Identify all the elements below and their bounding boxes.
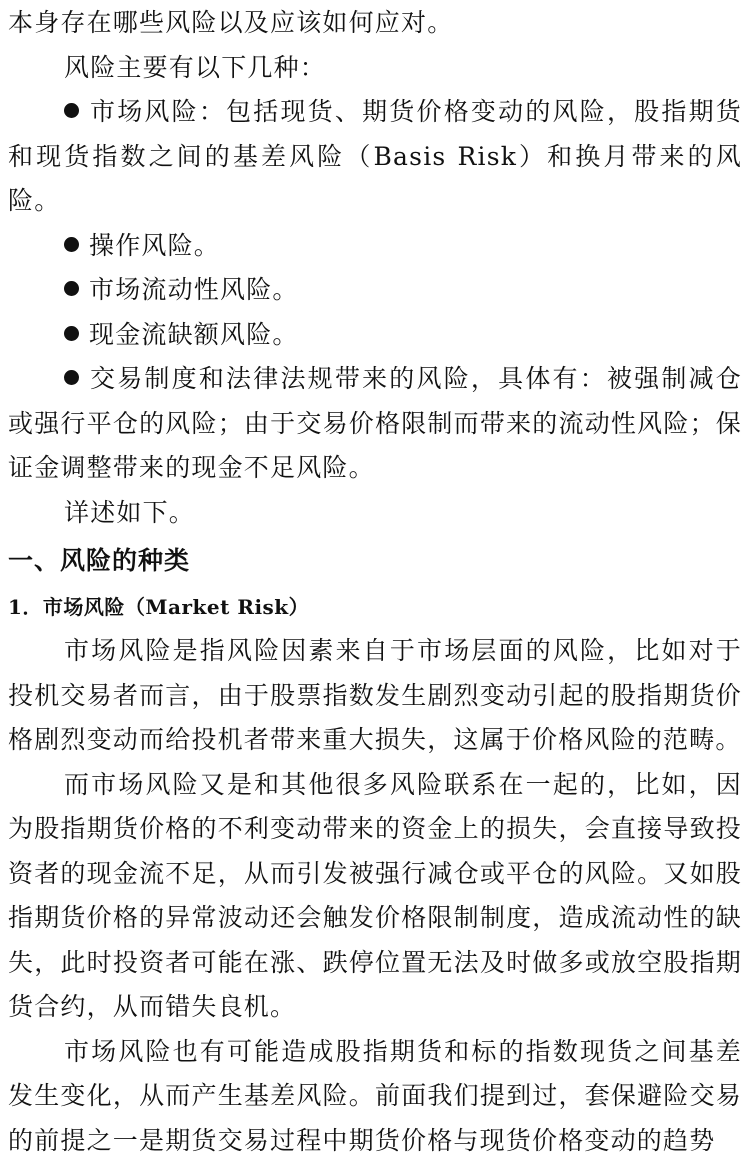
bullet-text: 市场流动性风险。 bbox=[89, 275, 299, 304]
bullet-item bbox=[8, 90, 742, 224]
subsection-heading: 1．市场风险（Market Risk） bbox=[8, 595, 310, 619]
paragraph: 本身存在哪些风险以及应该如何应对。 bbox=[8, 8, 454, 37]
bullet-dot-icon bbox=[64, 370, 79, 385]
section-heading: 一、风险的种类 bbox=[8, 546, 191, 575]
paragraph: 风险主要有以下几种： bbox=[64, 52, 327, 82]
bullet-dot-icon bbox=[64, 237, 79, 252]
bullet-dot-icon bbox=[64, 281, 79, 296]
bullet-item bbox=[8, 224, 742, 269]
document-page bbox=[0, 1, 750, 1164]
bullet-item bbox=[8, 268, 742, 313]
bullet-text: 交易制度和法律法规带来的风险，具体有：被强制减仓或强行平仓的风险；由于交易价格限制而带来的流动性风险；保证金调整带来的现金不足风险。 bbox=[8, 364, 742, 482]
bullet-dot-icon bbox=[64, 103, 79, 118]
bullet-item bbox=[8, 313, 742, 358]
bullet-text: 市场风险：包括现货、期货价格变动的风险，股指期货和现货指数之间的基差风险（Basis Risk）和换月带来的风险。 bbox=[8, 97, 742, 215]
bullet-dot-icon bbox=[64, 326, 79, 341]
paragraph: 市场风险也有可能造成股指期货和标的指数现货之间基差发生变化，从而产生基差风险。前面我们提到过，套保避险交易的前提之一是期货交易过程中期货价格与现货价格变动的趋势 bbox=[8, 1036, 742, 1155]
paragraph: 而市场风险又是和其他很多风险联系在一起的，比如，因为股指期货价格的不利变动带来的资金上的损失，会直接导致投资者的现金流不足，从而引发被强行减仓或平仓的风险。又如股指期货价格的异常波动还会触发价格限制制度，造成流动性的缺失，此时投资者可能在涨、跌停位置无法及时做多或放空股指期货合约，从而错失良机。 bbox=[8, 769, 742, 1021]
bullet-text: 操作风险。 bbox=[89, 230, 221, 260]
paragraph: 详述如下。 bbox=[64, 497, 196, 527]
bullet-item bbox=[8, 357, 742, 491]
paragraph: 市场风险是指风险因素来自于市场层面的风险，比如对于投机交易者而言，由于股票指数发生剧烈变动引起的股指期货价格剧烈变动而给投机者带来重大损失，这属于价格风险的范畴。 bbox=[8, 636, 742, 754]
bullet-text: 现金流缺额风险。 bbox=[89, 319, 299, 349]
